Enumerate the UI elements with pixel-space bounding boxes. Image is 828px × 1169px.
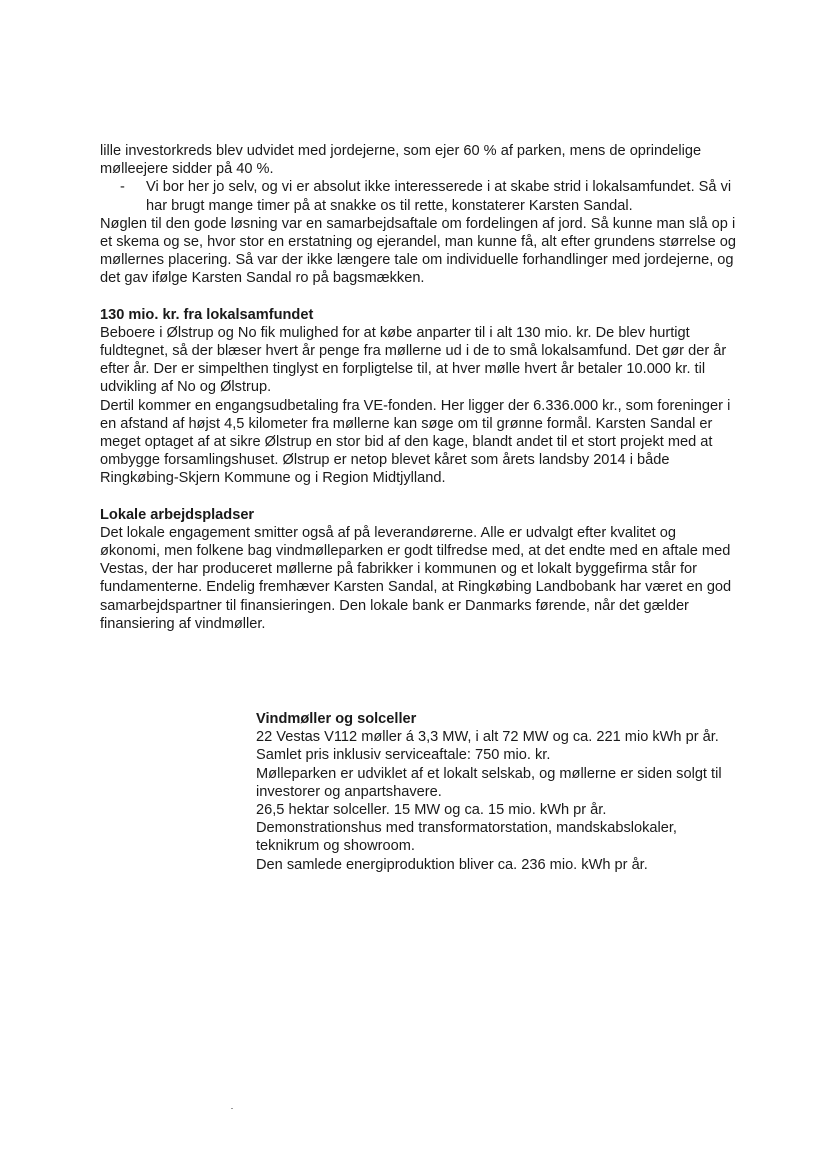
intro-paragraph: Nøglen til den gode løsning var en samarbejdsaftale om fordelingen af jord. Så kunne man slå op i et skema og se, hvor stor en erstatning og ejerandel, man kunne få, alt efter grundens størrelse og møllernes placering. Så var der ikke længere tale om individuelle forhandlinger med jordejerne, og det gav ifølge Karsten Sandal ro på bagsmækken. [100,215,736,287]
section1-paragraph-2: Dertil kommer en engangsudbetaling fra VE-fonden. Her ligger der 6.336.000 kr., som foreninger i en afstand af højst 4,5 kilometer fra møllerne kan søge om til grønne formål. Karsten Sandal er meget optaget af at sikre Ølstrup en stor bid af den kage, blandt andet til et stort projekt med at ombygge forsamlingshuset. Ølstrup er netop blevet kåret som årets landsby 2014 i både Ringkøbing-Skjern Kommune og i Region Midtjylland. [100,397,731,487]
bullet-marker: - [120,179,125,196]
fact-box-heading: Vindmøller og solceller [256,711,417,727]
fact-line: Den samlede energiproduktion bliver ca. 236 mio. kWh pr år. [256,856,648,873]
article-body [100,142,740,633]
section2-paragraph: Det lokale engagement smitter også af på leverandørerne. Alle er udvalgt efter kvalitet og økonomi, men folkene bag vindmølleparken er godt tilfredse med, at det endte med en aftale med Vestas, der har produceret møllerne på fabrikker i kommunen og et lokalt byggefirma står for fundamenterne. Endelig fremhæver Karsten Sandal, at Ringkøbing Landbobank har været en god samarbejdspartner til finansieringen. Den lokale bank er Danmarks førende, når det gælder finansiering af vindmøller. [100,524,732,632]
section1-paragraph-1: Beboere i Ølstrup og No fik mulighed for at købe anparter til i alt 130 mio. kr. De blev hurtigt fuldtegnet, så der blæser hvert år penge fra møllerne ud i de to små lokalsamfund. Det gør der år efter år. Der er simpelthen tinglyst en forpligtelse til, at hver mølle hvert år betaler 10.000 kr. til udvikling af No og Ølstrup. [100,324,727,396]
fact-line: Demonstrationshus med transformatorstation, mandskabslokaler, teknikrum og showroom. [256,820,677,855]
quote-bullet [100,178,740,214]
section-heading-arbejdspladser: Lokale arbejdspladser [100,506,255,523]
fact-line: 26,5 hektar solceller. 15 MW og ca. 15 mio. kWh pr år. [256,802,607,819]
section-heading-lokalsamfund: 130 mio. kr. fra lokalsamfundet [100,306,314,323]
quote-text: Vi bor her jo selv, og vi er absolut ikke interesserede i at skabe strid i lokalsamfundet. Så vi har brugt mange timer på at snakke os til rette, konstaterer Karsten Sandal. [146,179,732,214]
fact-box [256,710,736,874]
fact-line: 22 Vestas V112 møller á 3,3 MW, i alt 72 MW og ca. 221 mio kWh pr år. Samlet pris inklusiv serviceaftale: 750 mio. kr. [256,729,719,764]
intro-continuation: lille investorkreds blev udvidet med jordejerne, som ejer 60 % af parken, mens de oprindelige mølleejere sidder på 40 %. [100,143,702,178]
scan-speck [231,1108,233,1109]
fact-line: Mølleparken er udviklet af et lokalt selskab, og møllerne er siden solgt til investorer og anpartshavere. [256,765,722,800]
